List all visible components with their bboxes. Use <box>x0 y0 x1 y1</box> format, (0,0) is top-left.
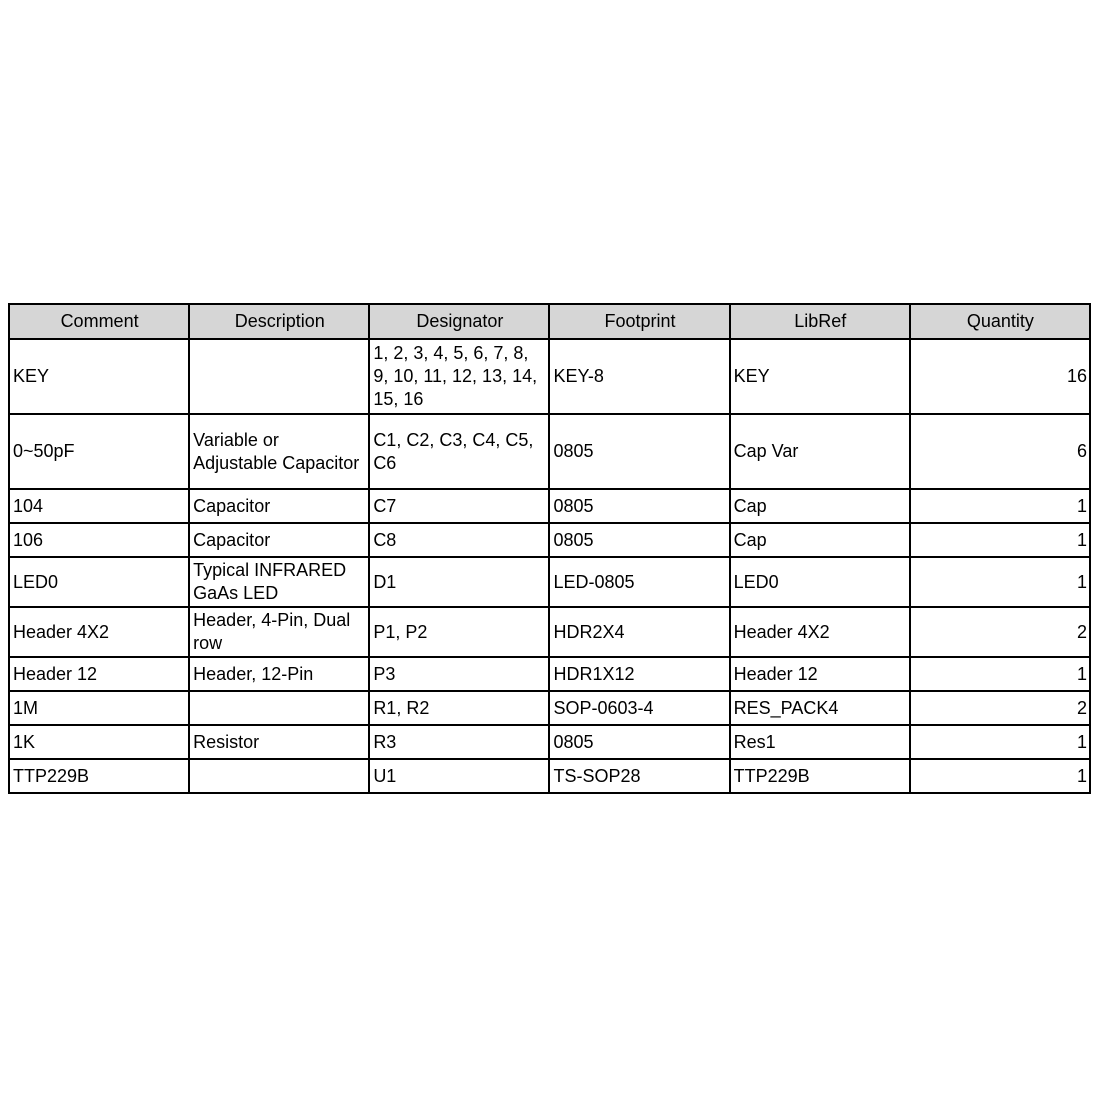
table-header <box>9 304 1090 339</box>
cell-designator: U1 <box>369 759 549 793</box>
cell-designator: C7 <box>369 489 549 523</box>
cell-comment: TTP229B <box>9 759 189 793</box>
cell-footprint: KEY-8 <box>549 339 729 414</box>
cell-libref: Header 4X2 <box>730 607 910 657</box>
cell-libref: Cap Var <box>730 414 910 489</box>
header-row <box>9 304 1090 339</box>
cell-comment: 106 <box>9 523 189 557</box>
cell-description: Typical INFRARED GaAs LED <box>189 557 369 607</box>
cell-description: Header, 12-Pin <box>189 657 369 691</box>
cell-description <box>189 759 369 793</box>
cell-libref: LED0 <box>730 557 910 607</box>
cell-comment: LED0 <box>9 557 189 607</box>
cell-footprint: HDR1X12 <box>549 657 729 691</box>
table-row <box>9 657 1090 691</box>
cell-footprint: 0805 <box>549 489 729 523</box>
header-designator: Designator <box>369 304 549 339</box>
cell-libref: TTP229B <box>730 759 910 793</box>
cell-footprint: 0805 <box>549 523 729 557</box>
table-row <box>9 523 1090 557</box>
cell-quantity: 1 <box>910 557 1090 607</box>
table-row <box>9 557 1090 607</box>
header-footprint: Footprint <box>549 304 729 339</box>
cell-libref: Header 12 <box>730 657 910 691</box>
cell-quantity: 2 <box>910 607 1090 657</box>
cell-designator: R1, R2 <box>369 691 549 725</box>
header-comment: Comment <box>9 304 189 339</box>
table-row <box>9 691 1090 725</box>
cell-description <box>189 339 369 414</box>
table-row <box>9 489 1090 523</box>
header-libref: LibRef <box>730 304 910 339</box>
table-row <box>9 725 1090 759</box>
header-quantity: Quantity <box>910 304 1090 339</box>
cell-comment: 104 <box>9 489 189 523</box>
cell-description: Capacitor <box>189 489 369 523</box>
cell-quantity: 2 <box>910 691 1090 725</box>
cell-libref: Cap <box>730 523 910 557</box>
cell-description <box>189 691 369 725</box>
cell-quantity: 1 <box>910 725 1090 759</box>
cell-designator: C1, C2, C3, C4, C5, C6 <box>369 414 549 489</box>
cell-comment: 1K <box>9 725 189 759</box>
cell-quantity: 1 <box>910 759 1090 793</box>
cell-designator: C8 <box>369 523 549 557</box>
cell-libref: Cap <box>730 489 910 523</box>
cell-designator: D1 <box>369 557 549 607</box>
table-body <box>9 339 1090 793</box>
cell-footprint: LED-0805 <box>549 557 729 607</box>
cell-designator: P3 <box>369 657 549 691</box>
cell-footprint: SOP-0603-4 <box>549 691 729 725</box>
table-row <box>9 759 1090 793</box>
table-row <box>9 339 1090 414</box>
table-row <box>9 607 1090 657</box>
cell-libref: Res1 <box>730 725 910 759</box>
table-row <box>9 414 1090 489</box>
cell-quantity: 16 <box>910 339 1090 414</box>
cell-description: Variable or Adjustable Capacitor <box>189 414 369 489</box>
cell-footprint: HDR2X4 <box>549 607 729 657</box>
cell-designator: 1, 2, 3, 4, 5, 6, 7, 8, 9, 10, 11, 12, 13, 14, 15, 16 <box>369 339 549 414</box>
cell-footprint: 0805 <box>549 725 729 759</box>
cell-comment: 0~50pF <box>9 414 189 489</box>
cell-designator: P1, P2 <box>369 607 549 657</box>
cell-comment: 1M <box>9 691 189 725</box>
cell-comment: Header 12 <box>9 657 189 691</box>
cell-quantity: 6 <box>910 414 1090 489</box>
cell-description: Capacitor <box>189 523 369 557</box>
cell-comment: KEY <box>9 339 189 414</box>
bom-table <box>8 303 1091 794</box>
cell-description: Header, 4-Pin, Dual row <box>189 607 369 657</box>
cell-comment: Header 4X2 <box>9 607 189 657</box>
cell-designator: R3 <box>369 725 549 759</box>
cell-footprint: 0805 <box>549 414 729 489</box>
cell-libref: KEY <box>730 339 910 414</box>
cell-libref: RES_PACK4 <box>730 691 910 725</box>
cell-footprint: TS-SOP28 <box>549 759 729 793</box>
cell-quantity: 1 <box>910 523 1090 557</box>
cell-quantity: 1 <box>910 657 1090 691</box>
cell-quantity: 1 <box>910 489 1090 523</box>
cell-description: Resistor <box>189 725 369 759</box>
header-description: Description <box>189 304 369 339</box>
